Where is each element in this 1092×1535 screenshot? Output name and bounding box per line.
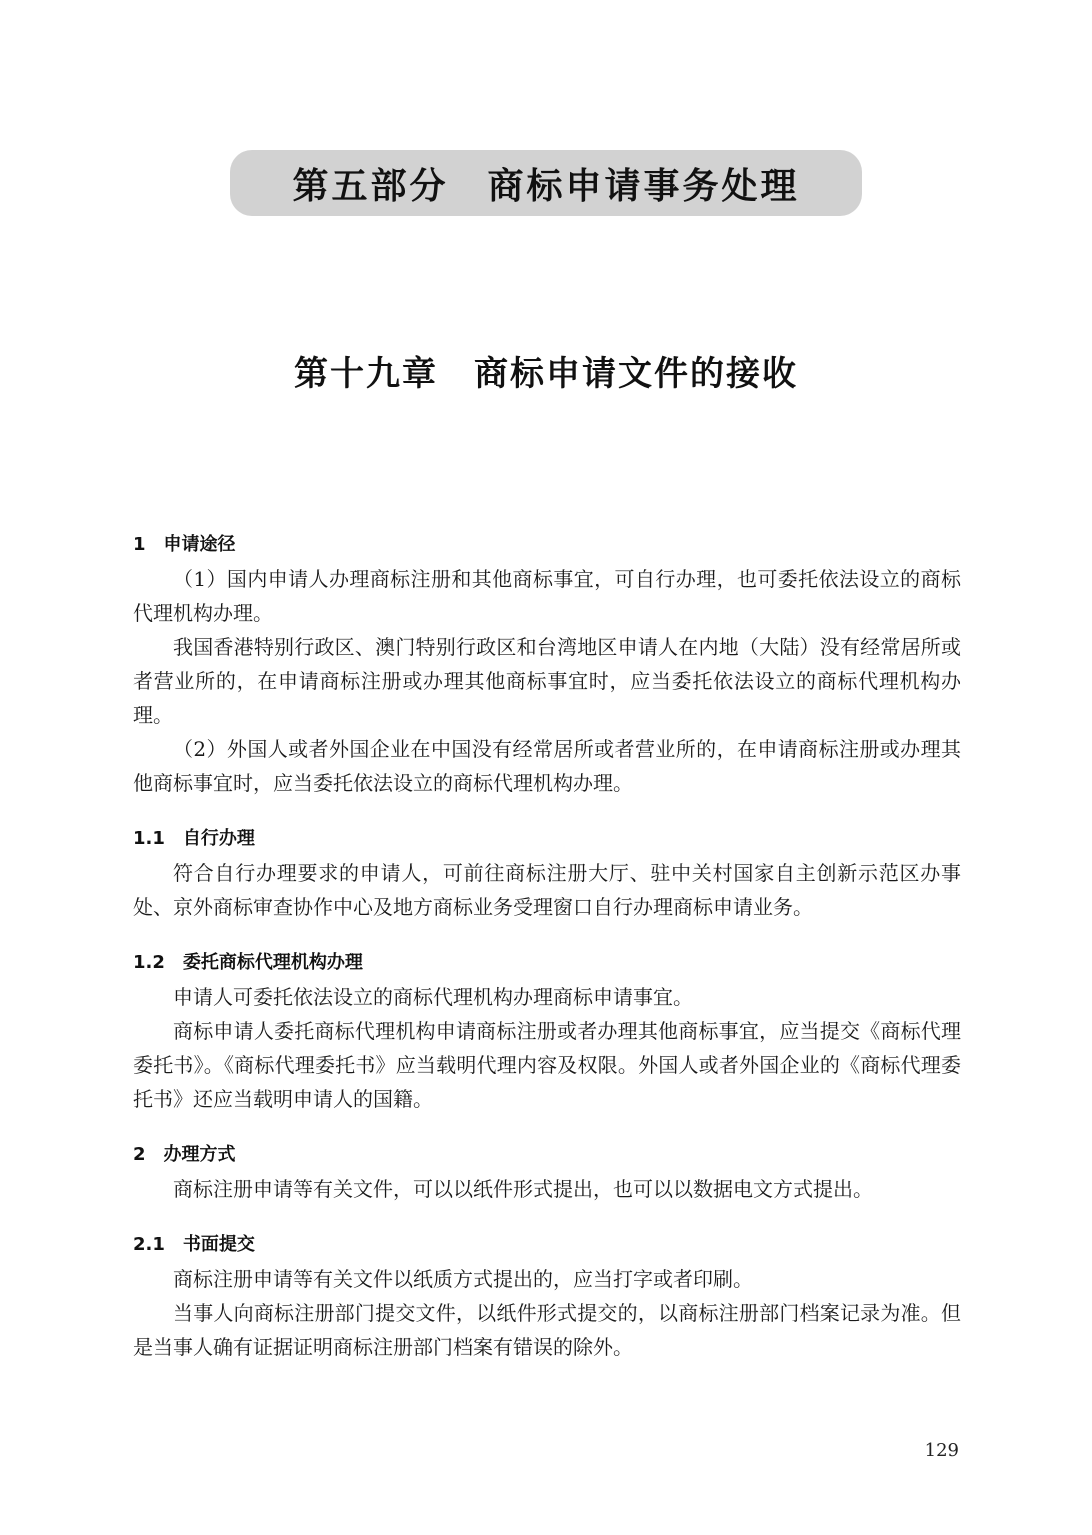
chapter-title: 第十九章 商标申请文件的接收 (294, 354, 798, 394)
page-number: 129 (924, 1440, 959, 1461)
page-body (133, 528, 961, 1364)
paragraph: 商标注册申请等有关文件，可以以纸件形式提出，也可以以数据电文方式提出。 (173, 1177, 873, 1201)
section-heading: 1.1 自行办理 (133, 828, 255, 849)
paragraph: 申请人可委托依法设立的商标代理机构办理商标申请事宜。 (173, 985, 693, 1009)
section-self-handling (133, 822, 961, 924)
section-heading: 2.1 书面提交 (133, 1234, 255, 1255)
part-banner (230, 150, 862, 216)
paragraph: 商标注册申请等有关文件以纸质方式提出的，应当打字或者印刷。 (173, 1267, 753, 1291)
section-heading: 1 申请途径 (133, 534, 236, 555)
section-paper-submission (133, 1228, 961, 1364)
section-heading: 1.2 委托商标代理机构办理 (133, 952, 363, 973)
part-title: 第五部分 商标申请事务处理 (292, 165, 800, 207)
section-agency-handling (133, 946, 961, 1116)
paragraph: （1）国内申请人办理商标注册和其他商标事宜，可自行办理，也可委托依法设立的商标代理机构办理。 (133, 567, 961, 625)
section-heading: 2 办理方式 (133, 1144, 236, 1165)
paragraph: 符合自行办理要求的申请人，可前往商标注册大厅、驻中关村国家自主创新示范区办事处、京外商标审查协作中心及地方商标业务受理窗口自行办理商标申请业务。 (133, 861, 961, 919)
section-handling-methods (133, 1138, 961, 1206)
paragraph: 当事人向商标注册部门提交文件，以纸件形式提交的，以商标注册部门档案记录为准。但是当事人确有证据证明商标注册部门档案有错误的除外。 (133, 1301, 961, 1359)
paragraph: （2）外国人或者外国企业在中国没有经常居所或者营业所的，在申请商标注册或办理其他商标事宜时，应当委托依法设立的商标代理机构办理。 (133, 737, 961, 795)
paragraph: 商标申请人委托商标代理机构申请商标注册或者办理其他商标事宜，应当提交《商标代理委托书》。《商标代理委托书》应当载明代理内容及权限。外国人或者外国企业的《商标代理委托书》还应当载明申请人的国籍。 (133, 1019, 961, 1111)
section-application-channels (133, 528, 961, 800)
paragraph: 我国香港特别行政区、澳门特别行政区和台湾地区申请人在内地（大陆）没有经常居所或者营业所的，在申请商标注册或办理其他商标事宜时，应当委托依法设立的商标代理机构办理。 (133, 635, 961, 727)
